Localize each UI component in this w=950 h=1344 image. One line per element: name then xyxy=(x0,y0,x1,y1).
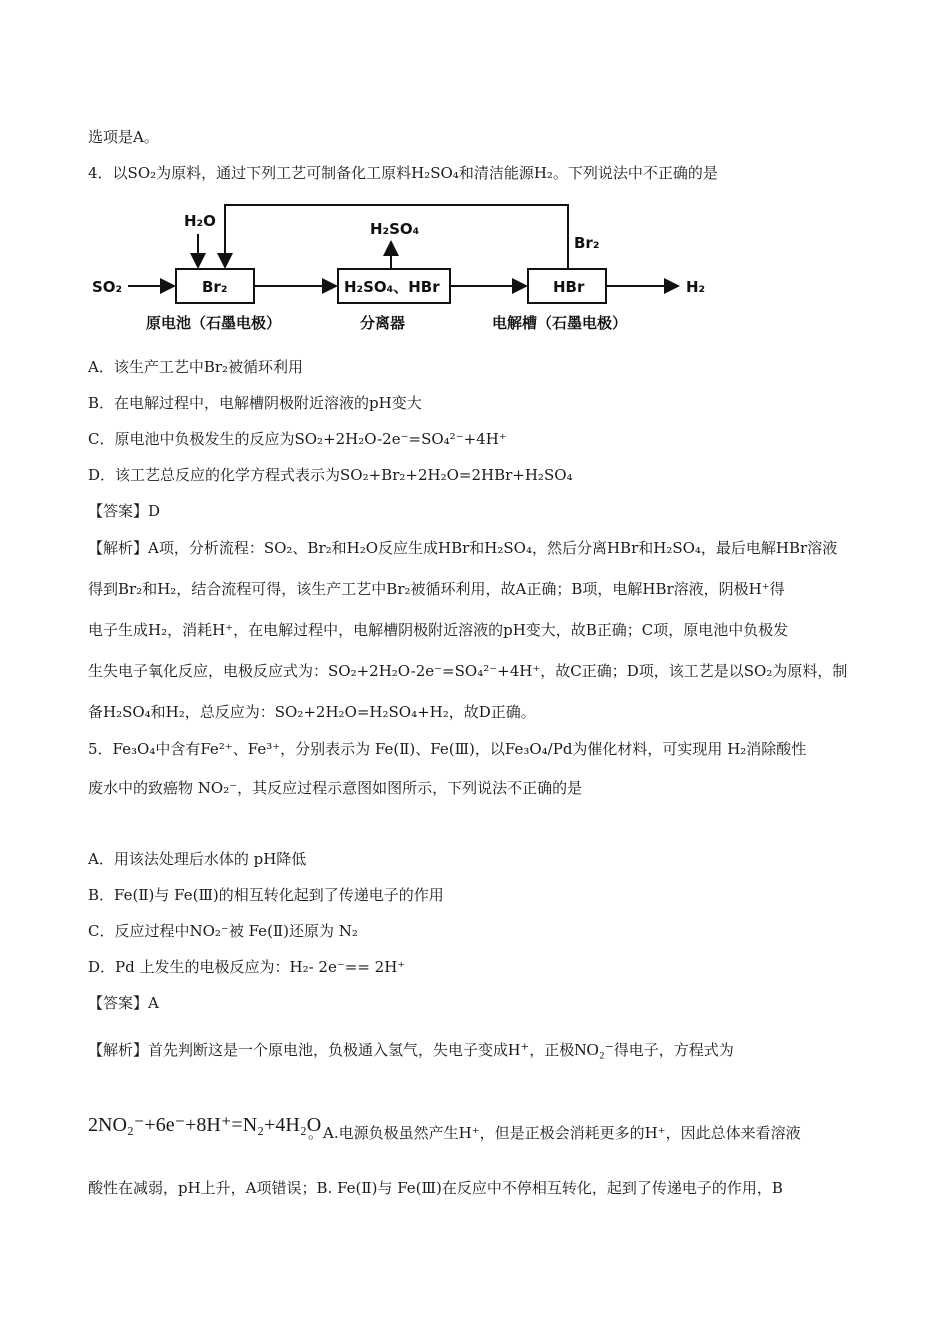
question-4-stem: 4．以SO₂为原料，通过下列工艺可制备化工原料H₂SO₄和清洁能源H₂。下列说法中不正确的是 xyxy=(88,164,718,182)
q4-option-b: B．在电解过程中，电解槽阴极附近溶液的pH变大 xyxy=(88,394,422,412)
label-h2o: H₂O xyxy=(184,212,216,230)
reaction-equation: 2NO₂⁻+6e⁻+8H⁺=N₂+4H₂O xyxy=(88,1114,322,1136)
q5-explanation-2: 。A.电源负极虽然产生H⁺，但是正极会消耗更多的H⁺，因此总体来看溶液 xyxy=(308,1124,801,1142)
q4-explanation-5: 备H₂SO₄和H₂，总反应为：SO₂+2H₂O=H₂SO₄+H₂，故D正确。 xyxy=(88,703,536,721)
q5-answer: 【答案】A xyxy=(88,994,159,1012)
label-box3: HBr xyxy=(553,278,585,296)
q5-explanation-1a: 【解析】首先判断这是一个原电池，负极通入氢气，失电子变成 xyxy=(88,1041,509,1059)
prev-answer-line: 选项是A。 xyxy=(88,128,159,146)
label-so2: SO₂ xyxy=(92,278,123,296)
q5-option-a: A．用该法处理后水体的 pH降低 xyxy=(88,850,307,868)
label-box2: H₂SO₄、HBr xyxy=(344,278,440,296)
question-5-stem-1: 5．Fe₃O₄中含有Fe²⁺、Fe³⁺，分别表示为 Fe(Ⅱ)、Fe(Ⅲ)，以Fe₃O₄/Pd为催化材料，可实现用 H₂消除酸性 xyxy=(88,740,807,758)
q5-explanation-1c: ，正极 xyxy=(529,1041,575,1059)
q4-answer: 【答案】D xyxy=(88,502,161,520)
q5-option-c: C．反应过程中NO₂⁻被 Fe(Ⅱ)还原为 N₂ xyxy=(88,922,358,940)
question-5-stem-2: 废水中的致癌物 NO₂⁻，其反应过程示意图如图所示，下列说法不正确的是 xyxy=(88,779,583,797)
q4-explanation-3: 电子生成H₂，消耗H⁺，在电解过程中，电解槽阴极附近溶液的pH变大，故B正确；C项，原电池中负极发 xyxy=(88,621,789,639)
q4-option-c: C．原电池中负极发生的反应为SO₂+2H₂O-2e⁻=SO₄²⁻+4H⁺ xyxy=(88,430,507,448)
q5-option-d: D．Pd 上发生的电极反应为：H₂- 2e⁻== 2H⁺ xyxy=(88,958,406,976)
q5-explanation-3: 酸性在减弱，pH上升，A项错误；B. Fe(Ⅱ)与 Fe(Ⅲ)在反应中不停相互转化，起到了传递电子的作用，B xyxy=(88,1179,783,1197)
caption-separator: 分离器 xyxy=(360,314,406,332)
label-br2-return: Br₂ xyxy=(574,234,600,252)
q5-explanation-1e: 得电子，方程式为 xyxy=(613,1041,734,1059)
label-box1: Br₂ xyxy=(202,278,228,296)
ion-h-plus: H⁺ xyxy=(508,1040,530,1059)
label-h2so4-product: H₂SO₄ xyxy=(370,220,420,238)
q4-explanation-2: 得到Br₂和H₂，结合流程可得，该生产工艺中Br₂被循环利用，故A正确；B项，电解HBr溶液，阴极H⁺得 xyxy=(88,580,785,598)
q4-explanation-1: 【解析】A项，分析流程：SO₂、Br₂和H₂O反应生成HBr和H₂SO₄，然后分离HBr和H₂SO₄，最后电解HBr溶液 xyxy=(88,539,838,557)
label-h2: H₂ xyxy=(686,278,706,296)
q4-option-d: D．该工艺总反应的化学方程式表示为SO₂+Br₂+2H₂O=2HBr+H₂SO₄ xyxy=(88,466,573,484)
q4-option-a: A．该生产工艺中Br₂被循环利用 xyxy=(88,358,304,376)
q5-explanation-1 xyxy=(88,1040,734,1060)
ion-no2-minus: NO₂⁻ xyxy=(574,1040,614,1059)
q5-option-b: B．Fe(Ⅱ)与 Fe(Ⅲ)的相互转化起到了传递电子的作用 xyxy=(88,886,444,904)
process-flow-diagram xyxy=(88,198,728,338)
caption-electrolyzer: 电解槽（石墨电极） xyxy=(492,314,628,332)
q4-explanation-4: 生失电子氧化反应，电极反应式为：SO₂+2H₂O-2e⁻=SO₄²⁻+4H⁺，故C正确；D项，该工艺是以SO₂为原料，制 xyxy=(88,662,848,680)
caption-cell: 原电池（石墨电极） xyxy=(146,314,282,332)
